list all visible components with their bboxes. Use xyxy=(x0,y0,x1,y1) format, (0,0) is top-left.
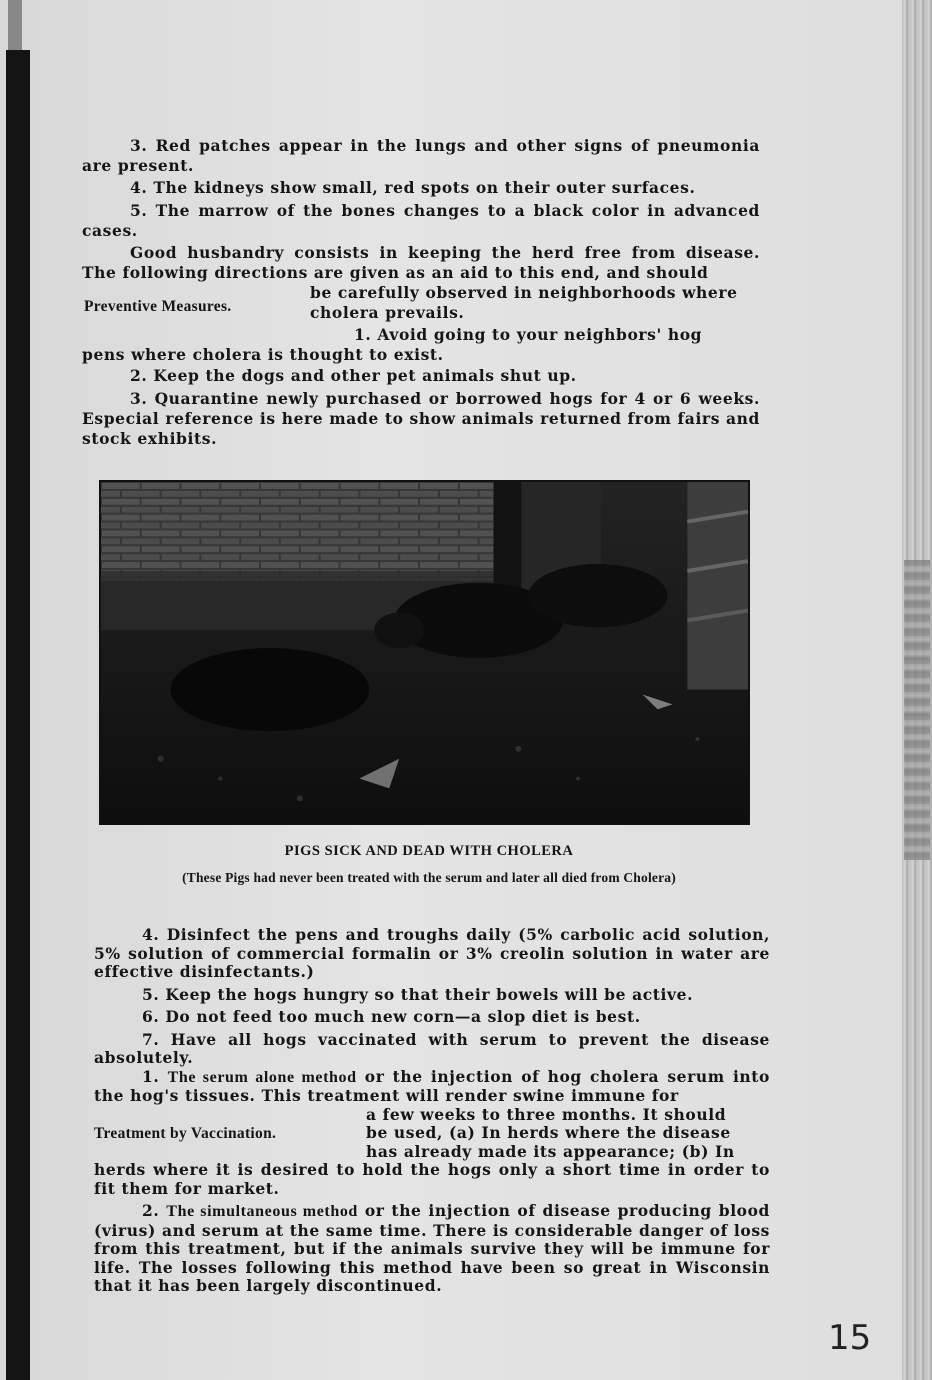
symptom-3: 3. Red patches appear in the lungs and other signs of pneumonia are present. xyxy=(82,136,760,175)
standing-pig-head xyxy=(374,612,424,648)
be-observed-line-1: be carefully observed in neighborhoods where xyxy=(310,283,738,302)
preventive-item-3: 3. Quarantine newly purchased or borrowed hogs for 4 or 6 weeks. Especial reference is here made to show animals returned from fairs and stock exhibits. xyxy=(82,389,761,448)
lying-pig xyxy=(171,648,370,731)
serum-line-d: has already made its appearance; (b) In xyxy=(366,1141,735,1161)
preventive-item-1-cont: pens where cholera is thought to exist. xyxy=(82,345,444,364)
page-stack-mark xyxy=(904,560,930,860)
simultaneous-method: 2. The simultaneous method or the injection of disease producing blood (virus) and serum at the same time. There is considerable danger of loss from this treatment, but if the animals survive they will be immune for life. The losses following this method have been so great in Wisconsin that it has been largely discontinued. xyxy=(94,1201,770,1295)
second-pig xyxy=(528,564,667,627)
photo-caption-title: PIGS SICK AND DEAD WITH CHOLERA xyxy=(284,843,574,859)
preventive-item-1: 1. Avoid going to your neighbors' hog xyxy=(354,325,703,344)
photo-caption-note: (These Pigs had never been treated with the serum and later all died from Cholera) xyxy=(182,870,676,885)
good-husbandry: Good husbandry consists in keeping the herd free from disease. The following directions are given as an aid to this end, and should xyxy=(82,243,760,282)
preventive-item-6: 6. Do not feed too much new corn—a slop diet is best. xyxy=(142,1007,641,1026)
serum-alone-method: 1. The serum alone method or the injection of hog cholera serum into the hog's tissues. This treatment will render swine immune for xyxy=(94,1066,771,1105)
serum-line-e: herds where it is desired to hold the hogs only a short time in order to fit them for market. xyxy=(94,1160,770,1198)
sidenote-treatment-by-vaccination: Treatment by Vaccination. xyxy=(94,1125,277,1142)
sidenote-preventive-measures: Preventive Measures. xyxy=(84,298,232,315)
preventive-item-7: 7. Have all hogs vaccinated with serum to prevent the disease absolutely. xyxy=(94,1029,770,1067)
cholera-pigs-photo xyxy=(99,480,750,825)
page-number: 15 xyxy=(828,1318,872,1358)
serum-line-c: be used, (a) In herds where the disease xyxy=(366,1123,731,1142)
be-observed-line-2: cholera prevails. xyxy=(310,303,465,322)
preventive-item-5: 5. Keep the hogs hungry so that their bowels will be active. xyxy=(142,984,694,1004)
preventive-item-2: 2. Keep the dogs and other pet animals shut up. xyxy=(130,366,577,385)
brick-wall xyxy=(101,482,494,581)
symptom-5: 5. The marrow of the bones changes to a black color in advanced cases. xyxy=(82,201,760,240)
binding-edge xyxy=(6,50,30,1380)
symptom-4: 4. The kidneys show small, red spots on their outer surfaces. xyxy=(130,178,696,197)
photo-illustration xyxy=(101,482,748,823)
bottom-paragraphs xyxy=(94,926,770,1296)
preventive-item-4: 4. Disinfect the pens and troughs daily (5% carbolic acid solution, 5% solution of commercial formalin or 3% creolin solution in water are effective disinfectants.) xyxy=(94,925,770,981)
top-paragraphs xyxy=(82,136,760,449)
serum-line-b: a few weeks to three months. It should xyxy=(366,1104,727,1124)
